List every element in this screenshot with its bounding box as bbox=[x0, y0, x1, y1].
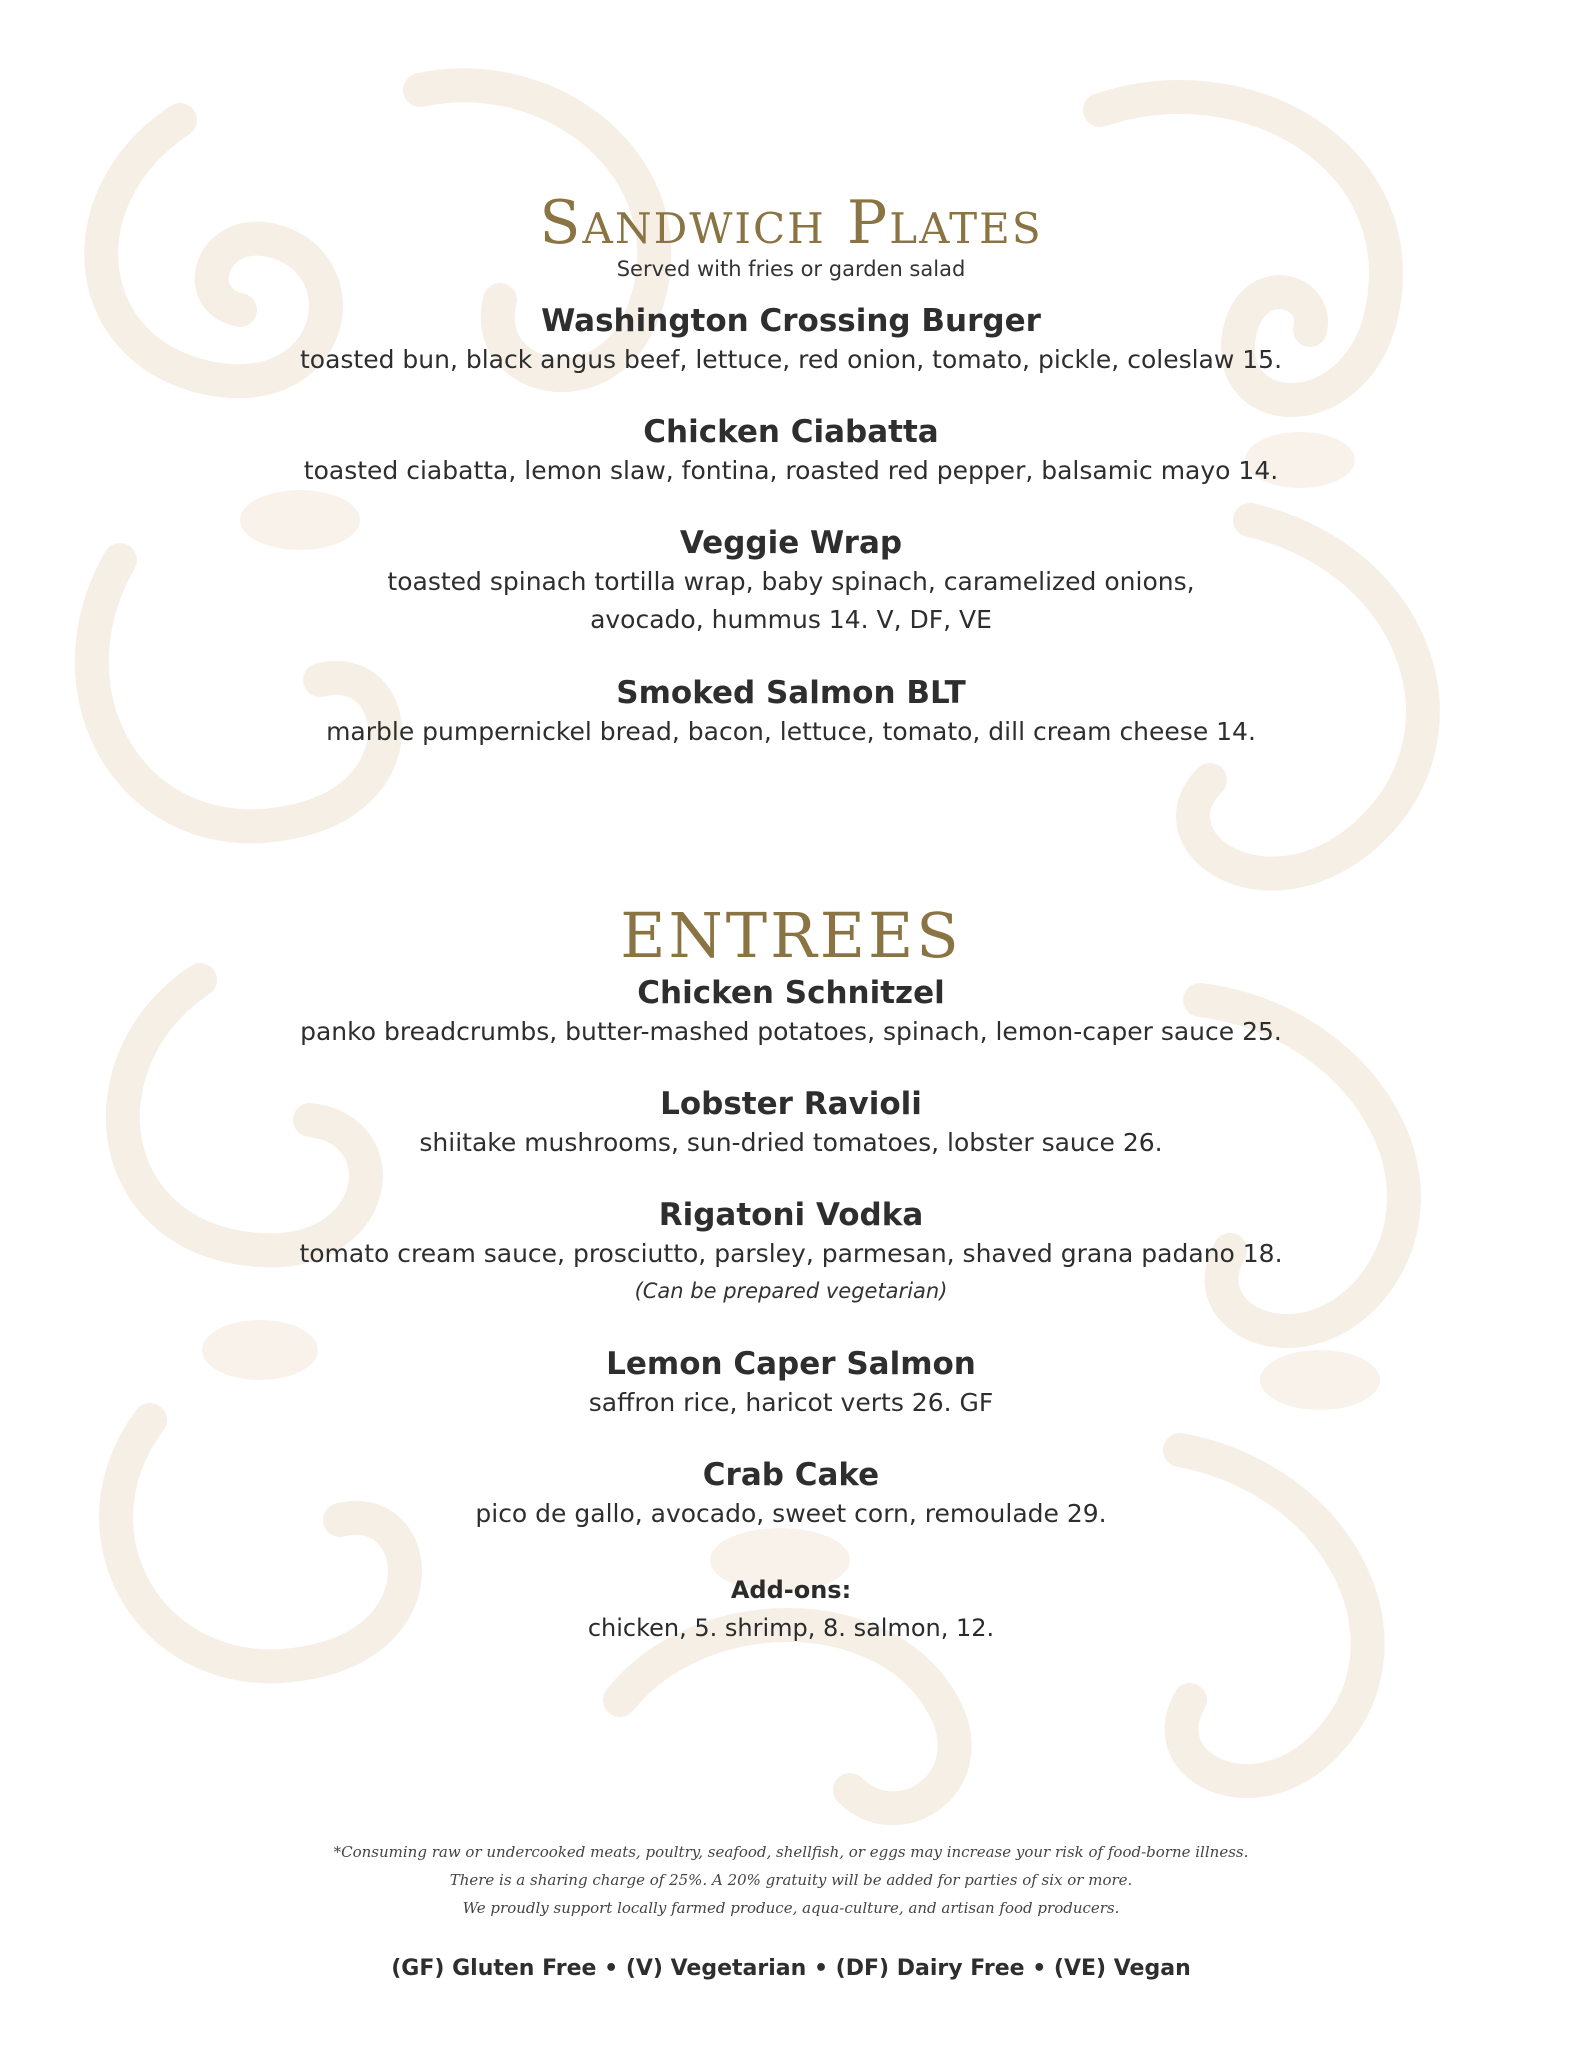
item-description: toasted bun, black angus beef, lettuce, red onion, tomato, pickle, coleslaw 15. bbox=[299, 345, 1283, 374]
item-name: Veggie Wrap bbox=[679, 525, 903, 561]
item-description: pico de gallo, avocado, sweet corn, remoulade 29. bbox=[475, 1499, 1107, 1528]
item-name: Smoked Salmon BLT bbox=[616, 675, 966, 711]
addons-block bbox=[0, 1571, 1582, 1647]
item-description-line2: avocado, hummus 14. V, DF, VE bbox=[590, 605, 992, 634]
disclaimer-line: We proudly support locally farmed produce, aqua-culture, and artisan food producers. bbox=[462, 1899, 1120, 1917]
item-description: saffron rice, haricot verts 26. GF bbox=[588, 1388, 994, 1417]
menu-item bbox=[0, 1195, 1582, 1309]
item-description: shiitake mushrooms, sun-dried tomatoes, lobster sauce 26. bbox=[419, 1128, 1163, 1157]
menu-item bbox=[0, 301, 1582, 379]
addons-label: Add-ons: bbox=[730, 1576, 852, 1604]
sandwich-plates-subtitle: Served with fries or garden salad bbox=[616, 257, 966, 281]
item-name: Crab Cake bbox=[702, 1457, 880, 1493]
item-description: tomato cream sauce, prosciutto, parsley, parmesan, shaved grana padano 18. bbox=[299, 1239, 1283, 1268]
item-note: (Can be prepared vegetarian) bbox=[634, 1279, 948, 1303]
item-name: Lobster Ravioli bbox=[660, 1086, 922, 1122]
addons-text: chicken, 5. shrimp, 8. salmon, 12. bbox=[587, 1614, 995, 1642]
item-name: Washington Crossing Burger bbox=[541, 303, 1041, 339]
item-description-line1: toasted spinach tortilla wrap, baby spinach, caramelized onions, bbox=[387, 567, 1195, 596]
menu-item bbox=[0, 973, 1582, 1051]
disclaimer-line: There is a sharing charge of 25%. A 20% gratuity will be added for parties of six or more. bbox=[449, 1871, 1133, 1889]
entrees-title: ENTREES bbox=[620, 899, 962, 972]
item-name: Chicken Schnitzel bbox=[637, 975, 945, 1011]
sandwich-plates-title: Sandwich Plates bbox=[539, 188, 1043, 258]
dietary-legend: (GF) Gluten Free • (V) Vegetarian • (DF) Dairy Free • (VE) Vegan bbox=[391, 1956, 1191, 1981]
item-name: Chicken Ciabatta bbox=[643, 414, 939, 450]
menu-item bbox=[0, 673, 1582, 751]
item-name: Rigatoni Vodka bbox=[658, 1197, 924, 1233]
disclaimer-line: *Consuming raw or undercooked meats, poultry, seafood, shellfish, or eggs may increase your risk of food-borne illness. bbox=[333, 1843, 1249, 1861]
menu-item bbox=[0, 523, 1582, 639]
item-name: Lemon Caper Salmon bbox=[606, 1346, 976, 1382]
menu-item bbox=[0, 1084, 1582, 1162]
item-description: marble pumpernickel bread, bacon, lettuce, tomato, dill cream cheese 14. bbox=[326, 717, 1256, 746]
item-description: toasted ciabatta, lemon slaw, fontina, roasted red pepper, balsamic mayo 14. bbox=[303, 456, 1279, 485]
footer-disclaimer bbox=[0, 1838, 1582, 1922]
item-description: panko breadcrumbs, butter-mashed potatoes, spinach, lemon-caper sauce 25. bbox=[300, 1017, 1282, 1046]
menu-item bbox=[0, 412, 1582, 490]
menu-item bbox=[0, 1455, 1582, 1533]
menu-item bbox=[0, 1344, 1582, 1422]
